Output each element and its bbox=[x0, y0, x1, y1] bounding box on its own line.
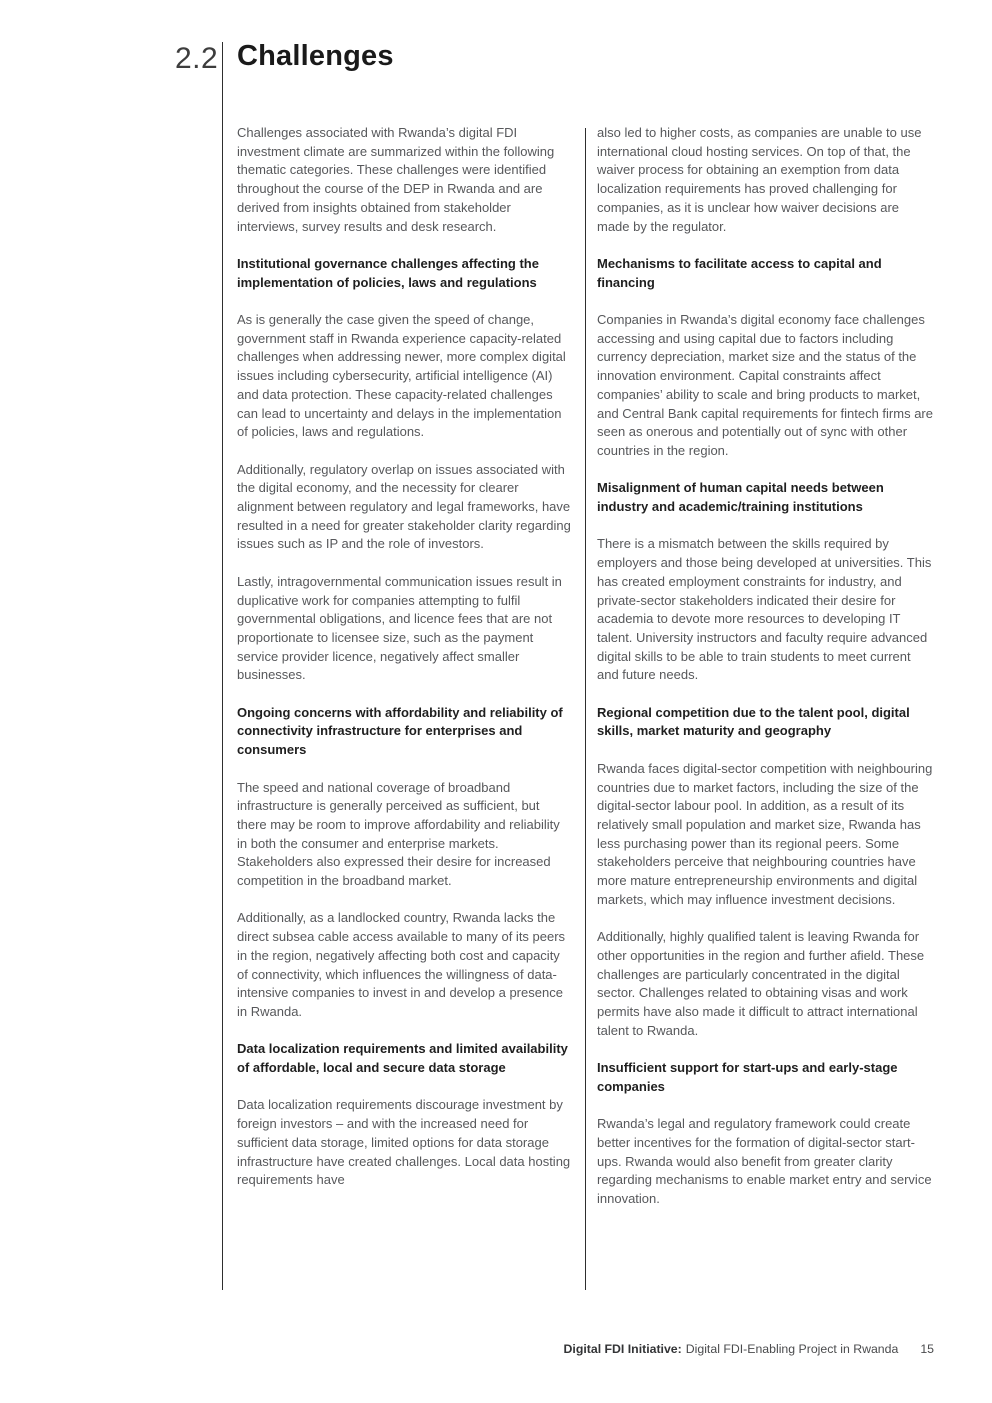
paragraph-intragovernmental-communication: Lastly, intragovernmental communication issues result in duplicative work for companies attempting to fulfil governmental obligations, and licence fees that are not proportionate to licensee size, such as the payment service provider licence, negatively affect smaller businesses. bbox=[237, 573, 562, 683]
footer-report-label: Digital FDI Initiative: bbox=[563, 1342, 682, 1356]
subheading-regional-competition: Regional competition due to the talent pool, digital skills, market maturity and geography bbox=[597, 704, 910, 739]
section-number: 2.2 bbox=[175, 42, 219, 75]
left-column bbox=[237, 124, 571, 1209]
page-title: Challenges bbox=[237, 40, 394, 72]
paragraph-cloud-hosting-costs: also led to higher costs, as companies are unable to use international cloud hosting services. On top of that, the waiver process for obtaining an exemption from data localization requirements has proved challenging for companies, as it is unclear how waiver decisions are made by the regulator. bbox=[597, 125, 922, 234]
subheading-human-capital-misalignment: Misalignment of human capital needs between industry and academic/training institutions bbox=[597, 480, 884, 515]
right-column bbox=[597, 124, 933, 1227]
title-vertical-rule bbox=[222, 42, 223, 1290]
column-divider-rule bbox=[585, 128, 586, 1290]
subheading-access-to-capital: Mechanisms to facilitate access to capital and financing bbox=[597, 255, 882, 290]
page-footer bbox=[564, 1342, 934, 1356]
paragraph-broadband-coverage: The speed and national coverage of broadband infrastructure is generally perceived as sufficient, but there may be room to improve affordability and reliability in both the consumer and enterprise markets. Stakeholders also expressed their desire for increased competition in the broadband market. bbox=[237, 779, 560, 889]
subheading-data-localization: Data localization requirements and limited availability of affordable, local and secure data storage bbox=[237, 1041, 568, 1076]
page-number: 15 bbox=[920, 1342, 934, 1356]
footer-report-subtitle: Digital FDI-Enabling Project in Rwanda bbox=[685, 1342, 899, 1356]
intro-paragraph: Challenges associated with Rwanda’s digital FDI investment climate are summarized within the following thematic categories. These challenges were identified throughout the course of the DEP in Rwanda and are derived from insights obtained from stakeholder interviews, survey results and desk research. bbox=[237, 125, 555, 234]
paragraph-regional-competition: Rwanda faces digital-sector competition with neighbouring countries due to market factors, including the size of the digital-sector labour pool. In addition, as a result of its relatively small population and market size, Rwanda has less purchasing power than its regional peers. Some stakeholders perceive that neighbouring countries have more mature entrepreneurship environments and digital markets, which may influence investment decisions. bbox=[597, 760, 933, 907]
paragraph-data-localization: Data localization requirements discourage investment by foreign investors – and with the increased need for sufficient data storage, limited options for data storage infrastructure have created challenges. Local data hosting requirements have bbox=[237, 1097, 571, 1188]
paragraph-talent-leaving: Additionally, highly qualified talent is leaving Rwanda for other opportunities in the region and further afield. These challenges are particularly concentrated in the digital sector. Challenges related to obtaining visas and work permits have also made it difficult to attract international talent to Rwanda. bbox=[597, 929, 925, 1038]
paragraph-landlocked-connectivity: Additionally, as a landlocked country, Rwanda lacks the direct subsea cable access available to many of its peers in the region, negatively affecting both cost and capacity of connectivity, which influences the willingness of data-intensive companies to invest in and develop a presence in Rwanda. bbox=[237, 910, 566, 1019]
paragraph-skills-mismatch: There is a mismatch between the skills required by employers and those being developed at universities. This has created employment constraints for industry, and private-sector stakeholders indicated their desire for academia to devote more resources to developing IT talent. University instructors and faculty require advanced digital skills to be able to train students to meet current and future needs. bbox=[597, 536, 932, 683]
paragraph-regulatory-overlap: Additionally, regulatory overlap on issues associated with the digital economy, and the necessity for clearer alignment between regulatory and legal frameworks, have resulted in a need for greater stakeholder clarity regarding issues such as IP and the role of investors. bbox=[237, 461, 571, 552]
subheading-institutional-governance: Institutional governance challenges affecting the implementation of policies, laws and regulations bbox=[237, 255, 539, 290]
paragraph-capital-constraints: Companies in Rwanda’s digital economy face challenges accessing and using capital due to factors including currency depreciation, market size and the status of the innovation environment. Capital constraints affect companies’ ability to scale and bring products to market, and Central Bank capital requirements for fintech firms are seen as onerous and potentially out of sync with other countries in the region. bbox=[597, 312, 933, 458]
subheading-connectivity-concerns: Ongoing concerns with affordability and reliability of connectivity infrastructure for enterprises and consumers bbox=[237, 704, 563, 758]
paragraph-capacity-challenges: As is generally the case given the speed of change, government staff in Rwanda experience capacity-related challenges when addressing newer, more complex digital issues including cybersecurity, artificial intelligence (AI) and data protection. These capacity-related challenges can lead to uncertainty and delays in the implementation of policies, laws and regulations. bbox=[237, 312, 566, 440]
subheading-startup-support: Insufficient support for start-ups and early-stage companies bbox=[597, 1060, 898, 1094]
paragraph-startup-incentives: Rwanda’s legal and regulatory framework could create better incentives for the formation of digital-sector start-ups. Rwanda would also benefit from greater clarity regarding mechanisms to enable market entry and service innovation. bbox=[597, 1116, 932, 1206]
